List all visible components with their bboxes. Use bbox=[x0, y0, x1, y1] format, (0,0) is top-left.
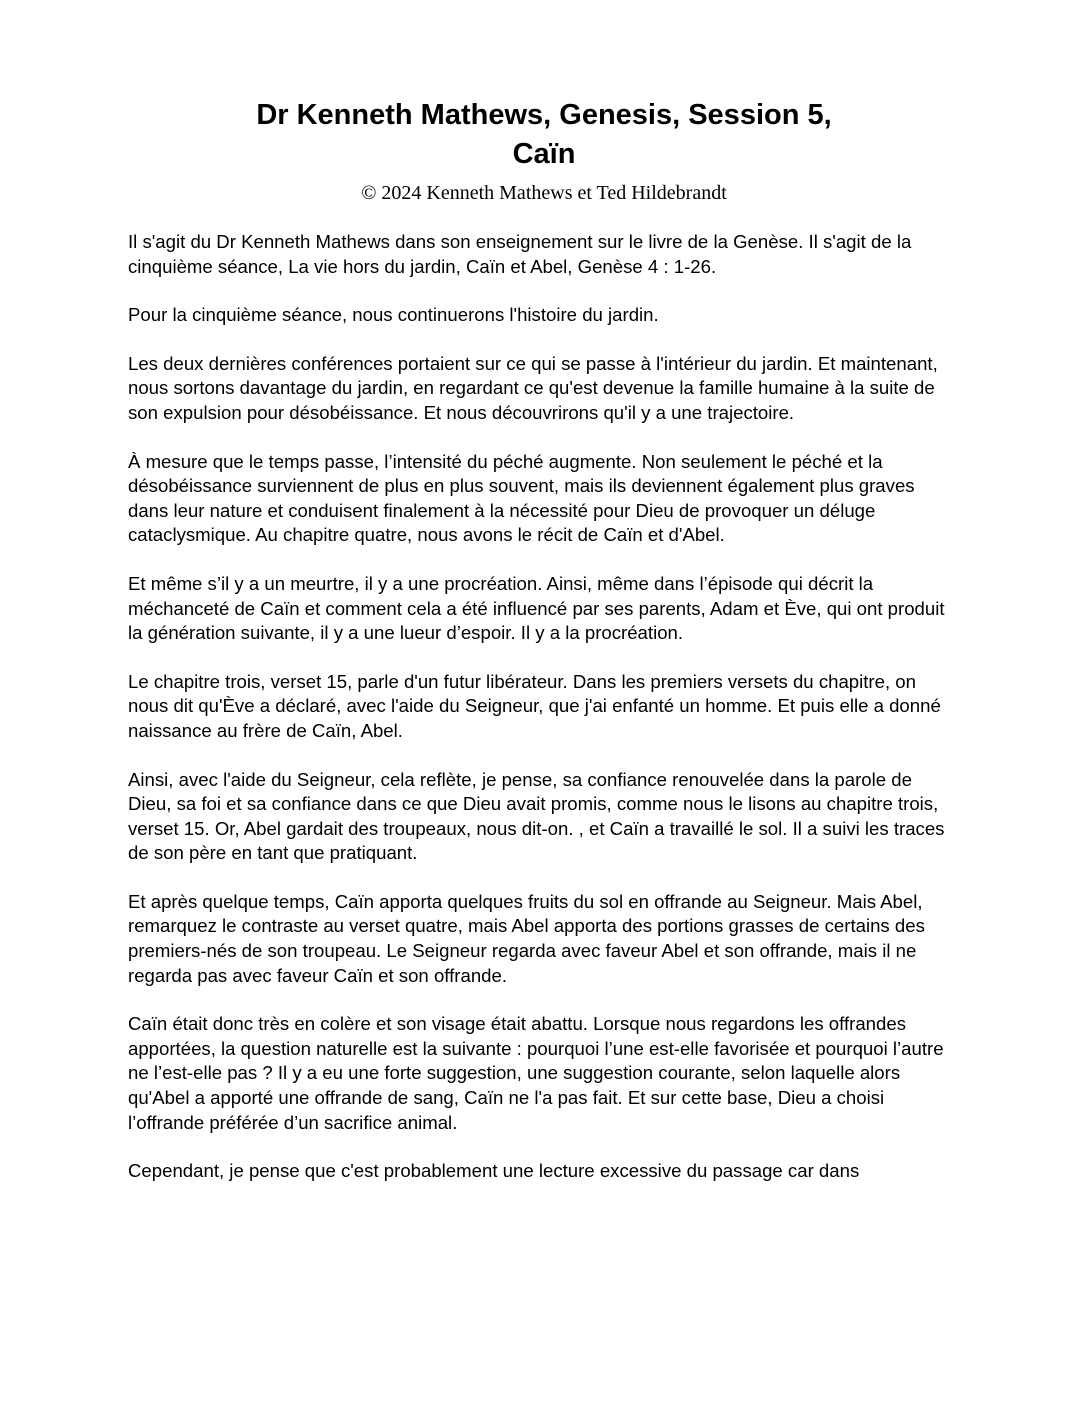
paragraph: Caïn était donc très en colère et son visage était abattu. Lorsque nous regardons les offrandes apportées, la question naturelle est la suivante : pourquoi l’une est-elle favorisée et pourquoi l’autre ne l’est-elle pas ? Il y a eu une forte suggestion, une suggestion courante, selon laquelle alors qu'Abel a apporté une offrande de sang, Caïn ne l'a pas fait. Et sur cette base, Dieu a choisi l’offrande préférée d’un sacrifice animal. bbox=[128, 1013, 944, 1133]
paragraph: Pour la cinquième séance, nous continuerons l'histoire du jardin. bbox=[128, 304, 659, 326]
paragraph: Il s'agit du Dr Kenneth Mathews dans son enseignement sur le livre de la Genèse. Il s'agit de la cinquième séance, La vie hors du jardin, Caïn et Abel, Genèse 4 : 1-26. bbox=[128, 231, 912, 277]
paragraph: Les deux dernières conférences portaient sur ce qui se passe à l'intérieur du jardin. Et maintenant, nous sortons davantage du jardin, en regardant ce qu'est devenue la famille humaine à la suite de son expulsion pour désobéissance. Et nous découvrirons qu'il y a une trajectoire. bbox=[128, 352, 938, 423]
document-body bbox=[128, 230, 960, 1208]
title-line-2: Caïn bbox=[512, 138, 576, 170]
paragraph: Cependant, je pense que c'est probablement une lecture excessive du passage car dans bbox=[128, 1160, 860, 1182]
copyright-notice: © 2024 Kenneth Mathews et Ted Hildebrandt bbox=[361, 182, 727, 204]
paragraph: Ainsi, avec l'aide du Seigneur, cela reflète, je pense, sa confiance renouvelée dans la parole de Dieu, sa foi et sa confiance dans ce que Dieu avait promis, comme nous le lisons au chapitre trois, verset 15. Or, Abel gardait des troupeaux, nous dit-on. , et Caïn a travaillé le sol. Il a suivi les traces de son père en tant que pratiquant. bbox=[128, 768, 945, 864]
paragraph: Le chapitre trois, verset 15, parle d'un futur libérateur. Dans les premiers versets du chapitre, on nous dit qu'Ève a déclaré, avec l'aide du Seigneur, que j'ai enfanté un homme. Et puis elle a donné naissance au frère de Caïn, Abel. bbox=[128, 670, 941, 741]
paragraph: Et même s’il y a un meurtre, il y a une procréation. Ainsi, même dans l’épisode qui décrit la méchanceté de Caïn et comment cela a été influencé par ses parents, Adam et Ève, qui ont produit la génération suivante, il y a une lueur d’espoir. Il y a la procréation. bbox=[128, 572, 945, 644]
title-line-1: Dr Kenneth Mathews, Genesis, Session 5, bbox=[256, 99, 832, 131]
document-title bbox=[0, 96, 1088, 174]
paragraph: À mesure que le temps passe, l’intensité du péché augmente. Non seulement le péché et la désobéissance surviennent de plus en plus souvent, mais ils deviennent également plus graves dans leur nature et conduisent finalement à la nécessité pour Dieu de provoquer un déluge cataclysmique. Au chapitre quatre, nous avons le récit de Caïn et d'Abel. bbox=[128, 450, 915, 546]
paragraph: Et après quelque temps, Caïn apporta quelques fruits du sol en offrande au Seigneur. Mais Abel, remarquez le contraste au verset quatre, mais Abel apporta des portions grasses de certains des premiers-nés de son troupeau. Le Seigneur regarda avec faveur Abel et son offrande, mais il ne regarda pas avec faveur Caïn et son offrande. bbox=[128, 890, 925, 986]
